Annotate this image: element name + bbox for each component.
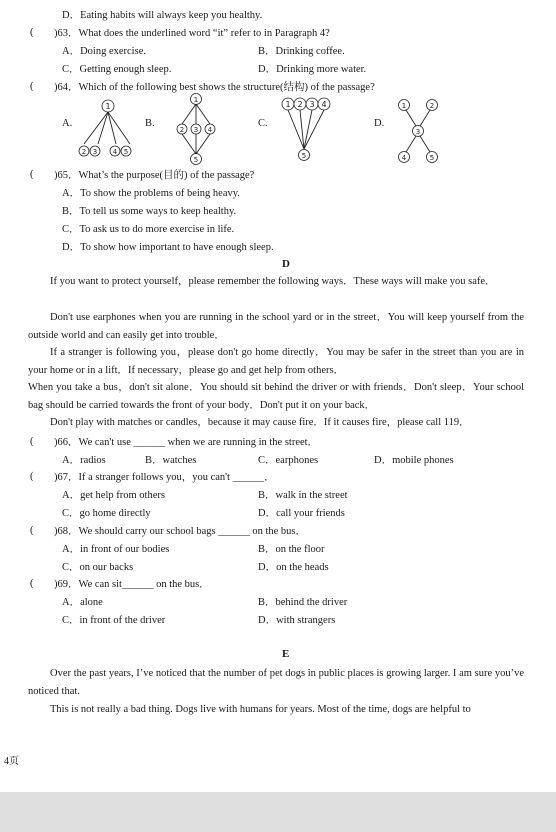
q65-answer-bracket[interactable]: ( — [30, 169, 34, 180]
page-bottom-band — [0, 792, 556, 832]
q67-stem: )67．If a stranger follows you，you can't ______． — [54, 472, 275, 483]
svg-text:4: 4 — [401, 154, 407, 162]
q65-option-d[interactable]: D．To show how important to have enough sleep. — [62, 242, 274, 253]
svg-text:2: 2 — [81, 148, 87, 156]
q64-answer-bracket[interactable]: ( — [30, 81, 34, 92]
q63-option-d[interactable]: D．Drinking more water. — [258, 64, 367, 75]
q67-option-d[interactable]: D．call your friends — [258, 508, 345, 519]
svg-text:3: 3 — [193, 126, 199, 134]
q64-stem: )64．Which of the following best shows the structure(结构) of the passage? — [54, 82, 375, 93]
svg-text:1: 1 — [105, 102, 111, 111]
q67-option-c[interactable]: C．go home directly — [62, 508, 151, 519]
q68-option-a[interactable]: A．in front of our bodies — [62, 544, 170, 555]
svg-text:1: 1 — [401, 102, 407, 110]
q65-option-b[interactable]: B．To tell us some ways to keep healthy. — [62, 206, 237, 217]
svg-text:2: 2 — [297, 100, 303, 109]
q69-stem: )69．We can sit______ on the bus． — [54, 579, 210, 590]
q68-option-d[interactable]: D．on the heads — [258, 562, 329, 573]
page-number: 4页 — [4, 756, 19, 767]
svg-text:5: 5 — [429, 154, 435, 162]
svg-text:4: 4 — [321, 100, 327, 109]
structure-diagram-c — [280, 96, 332, 164]
q69-option-b[interactable]: B．behind the driver — [258, 597, 348, 608]
q68-answer-bracket[interactable]: ( — [30, 525, 34, 536]
q65-option-c[interactable]: C．To ask us to do more exercise in life. — [62, 224, 235, 235]
section-e-heading: E — [282, 648, 290, 660]
svg-text:5: 5 — [123, 148, 129, 156]
structure-diagram-a — [78, 98, 138, 160]
section-d-paragraph-4: When you take a bus，don't sit alone．You should sit behind the driver or with friends．Don't sleep．Your school bag should be carried towards the front of your body．Don't put it on your back． — [28, 382, 524, 411]
q67-answer-bracket[interactable]: ( — [30, 471, 34, 482]
section-d-paragraph-5: Don't play with matches or candles，because it may cause fire．If it causes fire，please call 119． — [50, 417, 470, 428]
q69-option-a[interactable]: A．alone — [62, 597, 103, 608]
svg-text:5: 5 — [193, 156, 199, 164]
q64-option-d-label[interactable]: D. — [374, 118, 385, 129]
svg-text:4: 4 — [207, 126, 213, 134]
q66-stem: )66．We can't use ______ when we are running in the street． — [54, 437, 319, 448]
section-d-paragraph-2: Don't use earphones when you are running in the school yard or in the street．You will keep yourself from the outside world and can easily get into trouble． — [28, 312, 524, 341]
svg-text:3: 3 — [309, 100, 315, 109]
q66-option-a[interactable]: A．radios — [62, 455, 106, 466]
q66-option-d[interactable]: D．mobile phones — [374, 455, 454, 466]
structure-diagram-d — [392, 96, 444, 166]
svg-text:1: 1 — [193, 96, 199, 104]
section-e-paragraph-1: Over the past years, I’ve noticed that the number of pet dogs in public places is growing larger. I am sure you’ve noticed that. — [28, 668, 524, 697]
q67-option-a[interactable]: A．get help from others — [62, 490, 165, 501]
q65-option-a[interactable]: A．To show the problems of being heavy. — [62, 188, 240, 199]
svg-text:5: 5 — [301, 152, 307, 160]
q63-answer-bracket[interactable]: ( — [30, 27, 34, 38]
svg-text:2: 2 — [429, 102, 435, 110]
q66-option-b[interactable]: B．watches — [145, 455, 197, 466]
section-d-paragraph-1: If you want to protect yourself，please remember the following ways．These ways will make you safe． — [50, 276, 496, 287]
q69-option-d[interactable]: D．with strangers — [258, 615, 336, 626]
q64-option-c-label[interactable]: C. — [258, 118, 268, 129]
q63-option-c[interactable]: C．Getting enough sleep. — [62, 64, 172, 75]
q68-option-b[interactable]: B．on the floor — [258, 544, 325, 555]
q69-answer-bracket[interactable]: ( — [30, 578, 34, 589]
svg-text:1: 1 — [285, 100, 291, 109]
section-d-heading: D — [282, 258, 290, 270]
q68-stem: )68．We should carry our school bags ______ on the bus． — [54, 526, 306, 537]
q63-option-b[interactable]: B．Drinking coffee. — [258, 46, 345, 57]
q64-option-a-label[interactable]: A. — [62, 118, 73, 129]
q62-option-d: D．Eating habits will always keep you healthy. — [62, 10, 263, 21]
svg-text:2: 2 — [179, 126, 185, 134]
section-d-paragraph-3: If a stranger is following you，please don't go home directly．You may be safer in the street than you are in your home or in a lift．If necessary，please go and get help from others． — [28, 347, 524, 376]
svg-text:3: 3 — [92, 148, 98, 156]
q69-option-c[interactable]: C．in front of the driver — [62, 615, 166, 626]
q66-option-c[interactable]: C．earphones — [258, 455, 319, 466]
q66-answer-bracket[interactable]: ( — [30, 436, 34, 447]
section-e-paragraph-2: This is not really a bad thing. Dogs live with humans for years. Most of the time, dogs are helpful to — [50, 704, 471, 715]
q68-option-c[interactable]: C．on our backs — [62, 562, 134, 573]
q64-option-b-label[interactable]: B. — [145, 118, 155, 129]
q65-stem: )65．What’s the purpose(目的) of the passage? — [54, 170, 255, 181]
q63-option-a[interactable]: A．Doing exercise. — [62, 46, 146, 57]
q63-stem: )63．What does the underlined word “it” refer to in Paragraph 4? — [54, 28, 330, 39]
svg-text:4: 4 — [112, 148, 118, 156]
q67-option-b[interactable]: B．walk in the street — [258, 490, 348, 501]
svg-text:3: 3 — [415, 128, 421, 136]
structure-diagram-b — [172, 92, 224, 166]
